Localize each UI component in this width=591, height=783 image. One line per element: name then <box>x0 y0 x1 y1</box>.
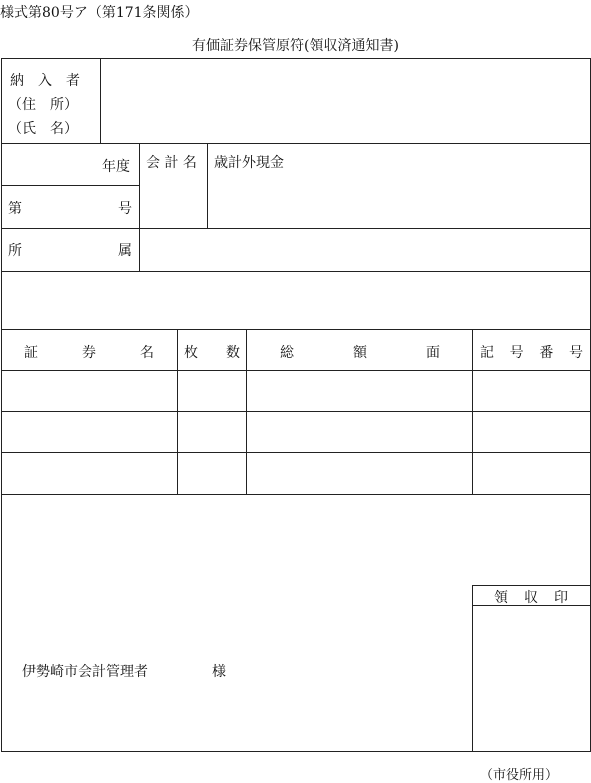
document-title: 有価証券保管原符(領収済通知書) <box>192 38 399 54</box>
account-name-value: 歳計外現金 <box>214 155 284 171</box>
payer-field[interactable] <box>110 70 580 130</box>
header-count: 枚 数 <box>184 345 240 361</box>
row-1-serial[interactable] <box>480 382 584 402</box>
addressee-name: 伊勢崎市会計管理者 <box>22 664 148 680</box>
memo-field[interactable] <box>8 285 583 315</box>
payer-address-label: （住 所） <box>8 97 78 113</box>
receipt-stamp-label: 領 収 印 <box>494 590 568 606</box>
addressee-honorific: 様 <box>212 664 226 680</box>
payer-name-label: （氏 名） <box>8 121 78 137</box>
row-2-serial[interactable] <box>480 423 584 443</box>
row-1-security-name[interactable] <box>8 382 168 402</box>
row-1-total[interactable] <box>254 382 464 402</box>
header-face-total: 総 額 面 <box>280 345 440 361</box>
number-label: 第 号 <box>8 201 132 217</box>
footer-copy-label: （市役所用） <box>480 768 559 783</box>
row-2-count[interactable] <box>184 423 240 443</box>
account-name-label: 会 計 名 <box>146 155 197 171</box>
affiliation-label: 所 属 <box>8 243 132 259</box>
row-2-security-name[interactable] <box>8 423 168 443</box>
row-3-count[interactable] <box>184 464 240 484</box>
row-3-serial[interactable] <box>480 464 584 484</box>
row-1-count[interactable] <box>184 382 240 402</box>
form-number-label: 様式第80号ア（第171条関係） <box>0 5 199 21</box>
row-3-security-name[interactable] <box>8 464 168 484</box>
header-serial-number: 記 号 番 号 <box>480 345 583 361</box>
receipt-stamp-area[interactable] <box>474 607 589 750</box>
row-2-total[interactable] <box>254 423 464 443</box>
fiscal-year-label: 年度 <box>102 159 130 175</box>
payer-label: 納 入 者 <box>10 73 80 89</box>
row-3-total[interactable] <box>254 464 464 484</box>
affiliation-field[interactable] <box>148 240 578 260</box>
header-security-name: 証 券 名 <box>24 345 154 361</box>
